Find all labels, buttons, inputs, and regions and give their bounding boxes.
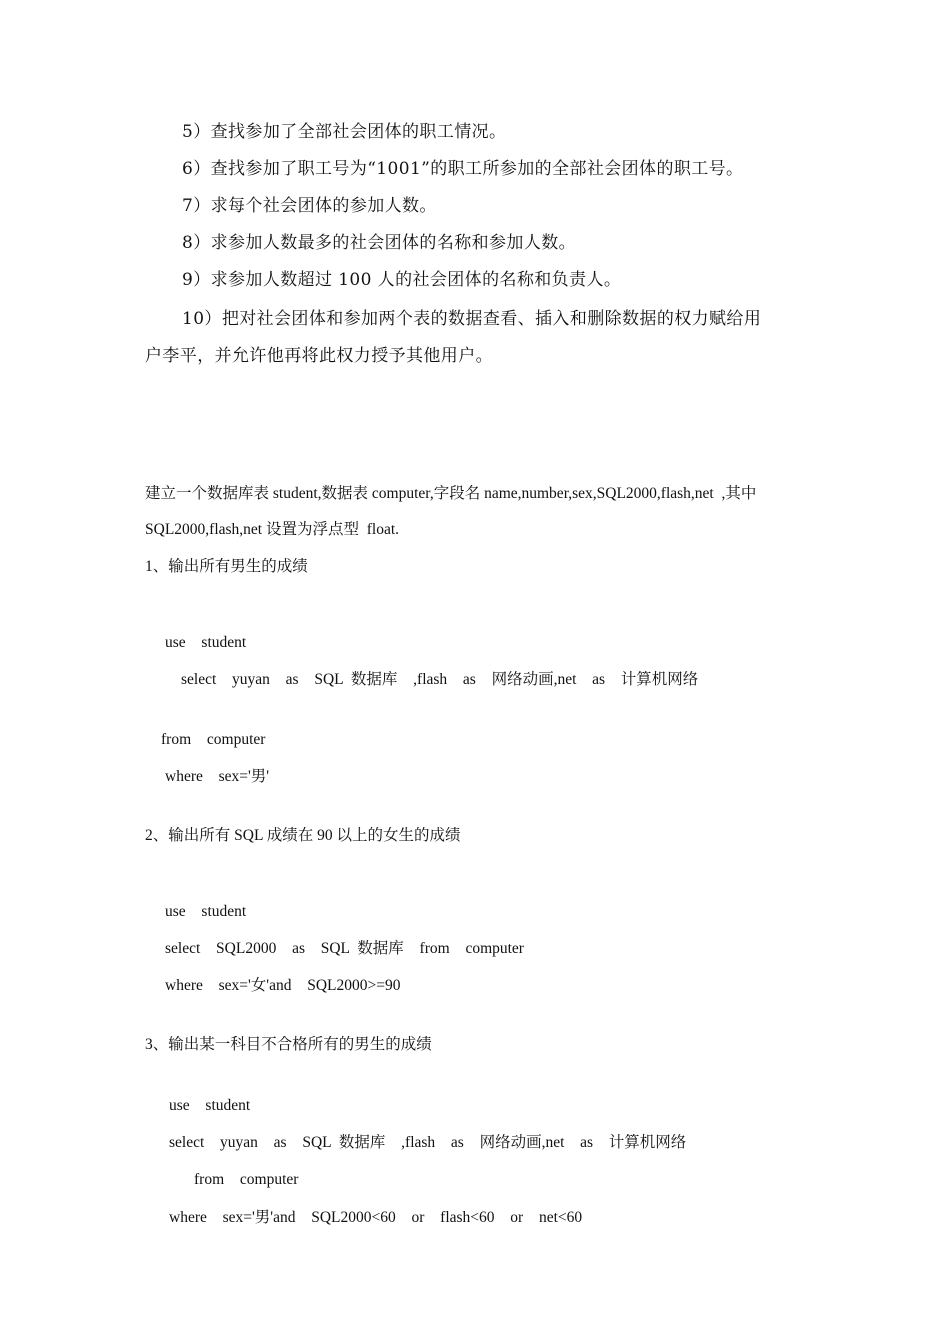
question-6: 6）查找参加了职工号为“1001”的职工所参加的全部社会团体的职工号。 — [182, 159, 744, 179]
task1-code-line2: select yuyan as SQL 数据库 ,flash as 网络动画,net as 计算机网络 — [181, 671, 699, 688]
question-5: 5）查找参加了全部社会团体的职工情况。 — [182, 122, 507, 142]
task3-code-line3: from computer — [194, 1171, 299, 1188]
task1-code-line3: from computer — [161, 731, 266, 748]
task3-heading: 3、输出某一科目不合格所有的男生的成绩 — [145, 1036, 432, 1053]
intro-line1: 建立一个数据库表 student,数据表 computer,字段名 name,number,sex,SQL2000,flash,net ,其中 — [145, 485, 757, 502]
task2-code-line1: use student — [165, 903, 247, 920]
task2-code-line3: where sex='女'and SQL2000>=90 — [165, 977, 401, 994]
intro-line2: SQL2000,flash,net 设置为浮点型 float. — [145, 521, 400, 538]
task1-code-line4: where sex='男' — [165, 768, 270, 785]
question-9: 9）求参加人数超过 100 人的社会团体的名称和负责人。 — [182, 270, 622, 290]
question-10-line2: 户李平，并允许他再将此权力授予其他用户。 — [145, 346, 493, 366]
task2-heading: 2、输出所有 SQL 成绩在 90 以上的女生的成绩 — [145, 827, 461, 844]
task2-code-line2: select SQL2000 as SQL 数据库 from computer — [165, 940, 524, 957]
task3-code-line4: where sex='男'and SQL2000<60 or flash<60 or net<60 — [169, 1209, 583, 1226]
task3-code-line2: select yuyan as SQL 数据库 ,flash as 网络动画,net as 计算机网络 — [169, 1134, 687, 1151]
question-10-line1: 10）把对社会团体和参加两个表的数据查看、插入和删除数据的权力赋给用 — [182, 309, 762, 329]
task1-code-line1: use student — [165, 634, 247, 651]
task3-code-line1: use student — [169, 1097, 251, 1114]
question-7: 7）求每个社会团体的参加人数。 — [182, 196, 437, 216]
task1-heading: 1、输出所有男生的成绩 — [145, 558, 308, 575]
question-8: 8）求参加人数最多的社会团体的名称和参加人数。 — [182, 233, 577, 253]
